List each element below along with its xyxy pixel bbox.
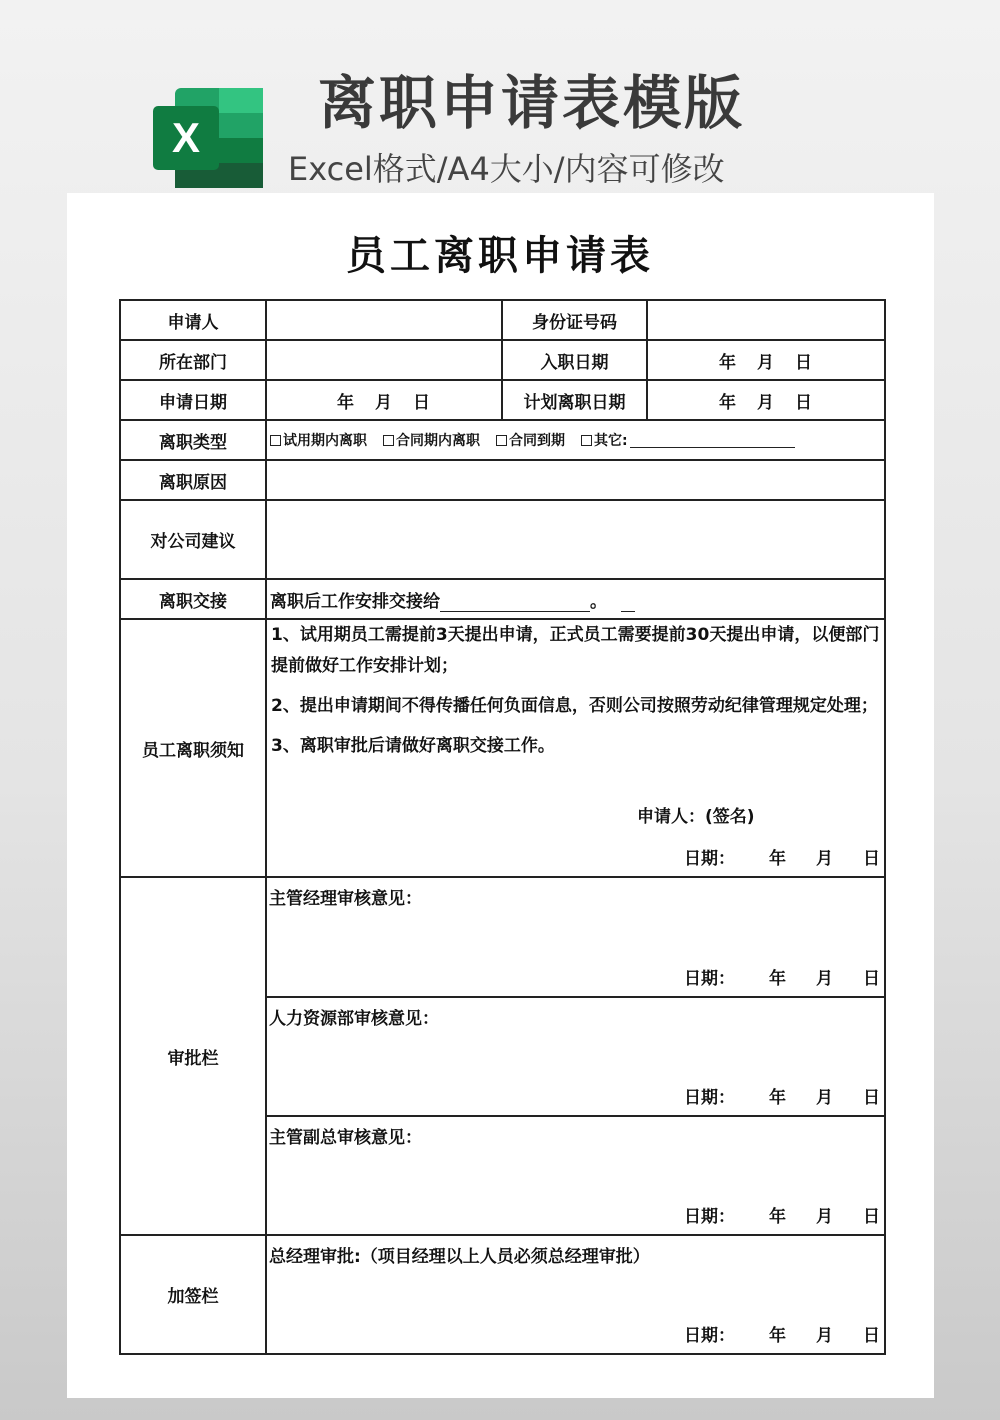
date-label: 日期：: [684, 969, 735, 989]
notice-item: 1、试用期员工需提前3天提出申请，正式员工需要提前30天提出申请，以便部门提前做好工作安排计划；: [271, 625, 880, 676]
month-unit: 月: [816, 1326, 833, 1346]
signature-line[interactable]: 申请人：(签名): [637, 807, 755, 827]
suggestions-field[interactable]: [266, 500, 885, 579]
option-label: 合同到期: [509, 433, 565, 449]
handover-field: [266, 579, 885, 619]
date-label: 日期：: [684, 1326, 735, 1346]
handover-blank[interactable]: [440, 595, 590, 612]
day-unit: 日: [863, 849, 880, 869]
year-unit: 年: [769, 1326, 786, 1346]
year-unit: 年: [769, 1207, 786, 1227]
checkbox[interactable]: [581, 435, 592, 446]
other-type-blank[interactable]: [630, 433, 795, 448]
checkbox[interactable]: [383, 435, 394, 446]
option-label: 其它:: [594, 433, 628, 449]
countersign-section[interactable]: [266, 1235, 885, 1354]
table-row: [120, 380, 885, 420]
planned-leave-date-field[interactable]: [647, 380, 885, 420]
excel-icon: [153, 86, 265, 190]
apply-date-field[interactable]: [266, 380, 502, 420]
handover-blank-short[interactable]: [621, 597, 635, 612]
month-unit: 月: [757, 352, 775, 373]
table-row: [120, 500, 885, 579]
year-unit: 年: [769, 1088, 786, 1108]
leave-reason-field[interactable]: [266, 460, 885, 500]
approval-date-line: [684, 1202, 880, 1227]
table-row: [120, 340, 885, 380]
form-title: 员工离职申请表: [346, 233, 654, 279]
countersign-date-line: [684, 1321, 880, 1346]
banner-subtitle: Excel格式/A4大小/内容可修改: [288, 150, 725, 188]
notice-item: 2、提出申请期间不得传播任何负面信息，否则公司按照劳动纪律管理规定处理；: [271, 696, 878, 716]
leave-type-options: [266, 420, 885, 460]
applicant-field[interactable]: [266, 300, 502, 340]
day-unit: 日: [863, 969, 880, 989]
suggestions-label: 对公司建议: [120, 500, 266, 579]
table-row: [120, 460, 885, 500]
leave-type-option[interactable]: [496, 430, 565, 450]
month-unit: 月: [375, 392, 393, 413]
table-row: [120, 619, 885, 877]
banner: [0, 0, 1000, 195]
date-label: 日期：: [684, 1088, 735, 1108]
id-number-field[interactable]: [647, 300, 885, 340]
checkbox[interactable]: [270, 435, 281, 446]
notice-item: 3、离职审批后请做好离职交接工作。: [271, 736, 555, 756]
approval-label: 审批栏: [120, 877, 266, 1235]
month-unit: 月: [816, 1207, 833, 1227]
apply-date-label: 申请日期: [120, 380, 266, 420]
day-unit: 日: [863, 1207, 880, 1227]
option-label: 试用期内离职: [283, 433, 367, 449]
year-unit: 年: [719, 352, 737, 373]
approval-date-line: [684, 964, 880, 989]
planned-leave-date-label: 计划离职日期: [502, 380, 647, 420]
date-label: 日期：: [684, 1207, 735, 1227]
month-unit: 月: [757, 392, 775, 413]
date-label: 日期：: [684, 849, 735, 869]
option-label: 合同期内离职: [396, 433, 480, 449]
leave-reason-label: 离职原因: [120, 460, 266, 500]
approval-date-line: [684, 1083, 880, 1108]
countersign-heading: 总经理审批:（项目经理以上人员必须总经理审批）: [269, 1247, 650, 1267]
day-unit: 日: [863, 1088, 880, 1108]
day-unit: 日: [413, 392, 431, 413]
notice-content: [266, 619, 885, 877]
leave-type-option[interactable]: [581, 430, 795, 450]
month-unit: 月: [816, 849, 833, 869]
year-unit: 年: [719, 392, 737, 413]
entry-date-label: 入职日期: [502, 340, 647, 380]
banner-title: 离职申请表模版: [318, 69, 746, 137]
day-unit: 日: [795, 392, 813, 413]
approval-heading: 人力资源部审核意见：: [269, 1009, 439, 1029]
table-row: [120, 420, 885, 460]
countersign-label: 加签栏: [120, 1235, 266, 1354]
excel-logo-letter: X: [171, 114, 201, 161]
table-row: [120, 579, 885, 619]
department-label: 所在部门: [120, 340, 266, 380]
year-unit: 年: [769, 849, 786, 869]
year-unit: 年: [337, 392, 355, 413]
table-row: [120, 1235, 885, 1354]
year-unit: 年: [769, 969, 786, 989]
entry-date-field[interactable]: [647, 340, 885, 380]
checkbox[interactable]: [496, 435, 507, 446]
resignation-form-table: [119, 299, 886, 1355]
leave-type-label: 离职类型: [120, 420, 266, 460]
month-unit: 月: [816, 969, 833, 989]
leave-type-option[interactable]: [270, 430, 367, 450]
handover-label: 离职交接: [120, 579, 266, 619]
notice-label: 员工离职须知: [120, 619, 266, 877]
approval-heading: 主管经理审核意见：: [269, 889, 422, 909]
notice-date-line: [684, 844, 880, 869]
approval-section[interactable]: [266, 997, 885, 1116]
leave-type-option[interactable]: [383, 430, 480, 450]
table-row: [120, 300, 885, 340]
approval-heading: 主管副总审核意见：: [269, 1128, 422, 1148]
approval-section[interactable]: [266, 877, 885, 997]
month-unit: 月: [816, 1088, 833, 1108]
handover-text: 离职后工作安排交接给: [270, 591, 440, 612]
applicant-label: 申请人: [120, 300, 266, 340]
department-field[interactable]: [266, 340, 502, 380]
id-number-label: 身份证号码: [502, 300, 647, 340]
handover-period: 。: [590, 591, 607, 612]
approval-section[interactable]: [266, 1116, 885, 1235]
day-unit: 日: [795, 352, 813, 373]
table-row: [120, 877, 885, 997]
day-unit: 日: [863, 1326, 880, 1346]
